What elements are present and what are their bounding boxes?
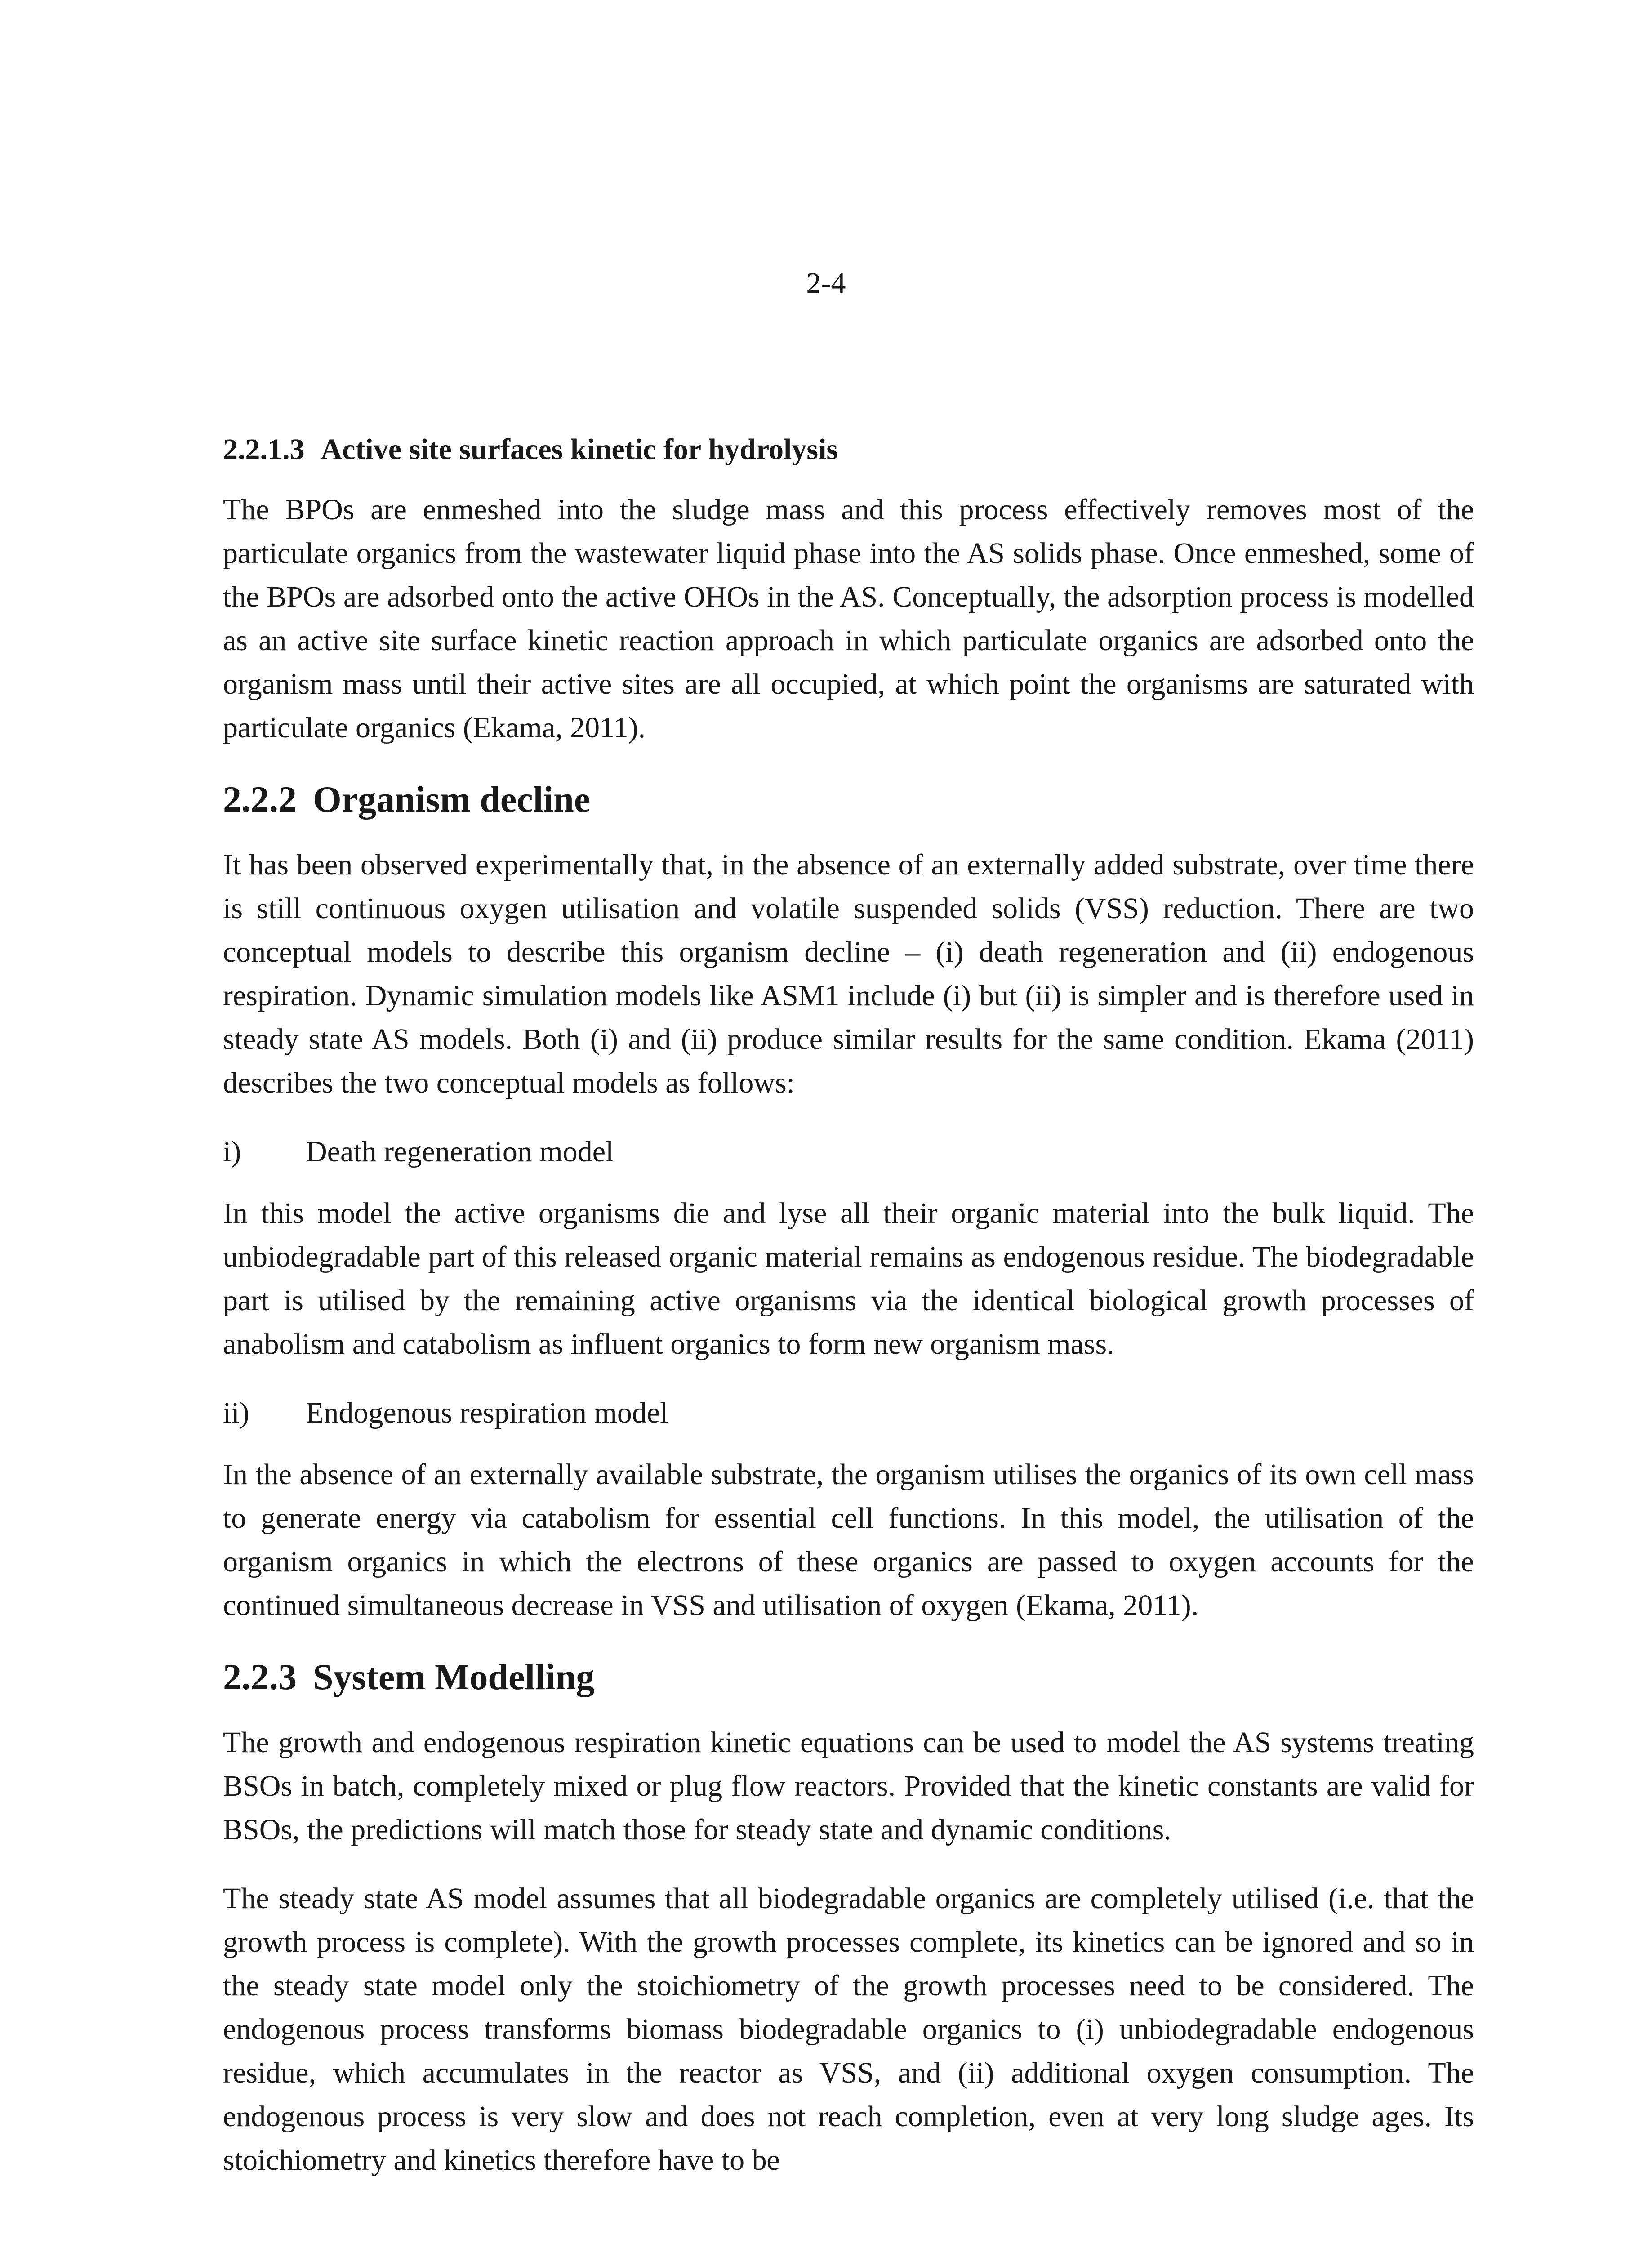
page-content (223, 429, 1474, 2207)
list-item-death-regeneration (223, 1130, 1474, 1173)
heading-2-2-1-3 (223, 429, 1474, 470)
paragraph-active-site: The BPOs are enmeshed into the sludge mass and this process effectively removes most of the particulate organics from the wastewater liquid phase into the AS solids phase. Once enmeshed, some of the BPOs are adsorbed onto the active OHOs in the AS. Conceptually, the adsorption process is modelled as an active site surface kinetic reaction approach in which particulate organics are adsorbed onto the organism mass until their active sites are all occupied, at which point the organisms are saturated with particulate organics (Ekama, 2011). (223, 493, 1474, 744)
list-label: Death regeneration model (306, 1135, 614, 1168)
list-item-endogenous-respiration (223, 1391, 1474, 1435)
heading-number: 2.2.3 (223, 1656, 297, 1697)
heading-2-2-2 (223, 775, 1474, 824)
heading-number: 2.2.2 (223, 779, 297, 820)
heading-title: System Modelling (313, 1656, 595, 1697)
paragraph-endogenous-respiration: In the absence of an externally available substrate, the organism utilises the organics of its own cell mass to generate energy via catabolism for essential cell functions. In this model, the utilisation of the organism organics in which the electrons of these organics are passed to oxygen accounts for the continued simultaneous decrease in VSS and utilisation of oxygen (Ekama, 2011). (223, 1458, 1474, 1622)
heading-2-2-3 (223, 1652, 1474, 1702)
list-marker: i) (223, 1135, 241, 1168)
heading-title: Active site surfaces kinetic for hydrolysis (321, 433, 838, 466)
paragraph-organism-decline: It has been observed experimentally that, in the absence of an externally added substrate, over time there is still continuous oxygen utilisation and volatile suspended solids (VSS) reduction. There are two conceptual models to describe this organism decline – (i) death regeneration and (ii) endogenous respiration. Dynamic simulation models like ASM1 include (i) but (ii) is simpler and is therefore used in steady state AS models. Both (i) and (ii) produce similar results for the same condition. Ekama (2011) describes the two conceptual models as follows: (223, 848, 1474, 1099)
paragraph-system-modelling-2: The steady state AS model assumes that all biodegradable organics are completely utilised (i.e. that the growth process is complete). With the growth processes complete, its kinetics can be ignored and so in the steady state model only the stoichiometry of the growth processes need to be considered. The endogenous process transforms biomass biodegradable organics to (i) unbiodegradable endogenous residue, which accumulates in the reactor as VSS, and (ii) additional oxygen consumption. The endogenous process is very slow and does not reach completion, even at very long sludge ages. Its stoichiometry and kinetics therefore have to be (223, 1882, 1474, 2177)
list-label: Endogenous respiration model (306, 1396, 668, 1429)
heading-number: 2.2.1.3 (223, 433, 305, 466)
list-marker: ii) (223, 1396, 249, 1429)
paragraph-system-modelling-1: The growth and endogenous respiration kinetic equations can be used to model the AS systems treating BSOs in batch, completely mixed or plug flow reactors. Provided that the kinetic constants are valid for BSOs, the predictions will match those for steady state and dynamic conditions. (223, 1726, 1474, 1846)
paragraph-death-regeneration: In this model the active organisms die and lyse all their organic material into the bulk liquid. The unbiodegradable part of this released organic material remains as endogenous residue. The biodegradable part is utilised by the remaining active organisms via the identical biological growth processes of anabolism and catabolism as influent organics to form new organism mass. (223, 1197, 1474, 1360)
heading-title: Organism decline (313, 779, 591, 820)
page-number: 2-4 (806, 267, 846, 299)
